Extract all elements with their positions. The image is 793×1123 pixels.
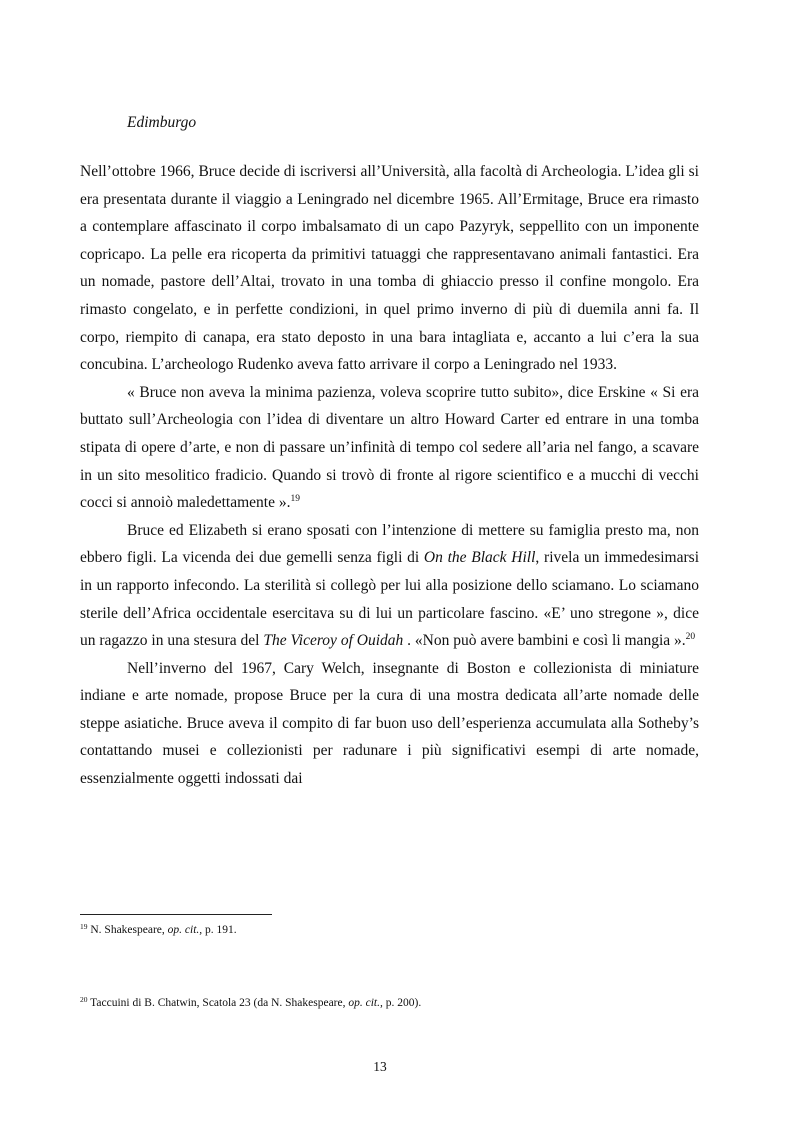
paragraph-3-text-a: Bruce ed Elizabeth si erano sposati con l’intenzione di mettere su famiglia presto ma, non ebbero figli. La vicenda dei due gemelli senza figli di [80, 521, 699, 567]
footnote-20-text-a: Taccuini di B. Chatwin, Scatola 23 (da N. Shakespeare, [87, 997, 349, 1009]
book-title-on-the-black-hill: On the Black Hill [423, 549, 536, 567]
paragraph-3-text-c: . «Non può avere bambini e così li mangia ». [403, 632, 686, 650]
footnote-ref-20[interactable]: 20 [685, 632, 696, 643]
paragraph-4 [80, 655, 699, 793]
footnote-separator [80, 914, 272, 915]
paragraph-1-text: Nell’ottobre 1966, Bruce decide di iscriversi all’Università, alla facoltà di Archeologia. L’idea gli si era presentata durante il viaggio a Leningrado nel dicembre 1965. All’Ermitage, Bruce era rimasto a contemplare affascinato il corpo imbalsamato di un capo Pazyryk, seppellito con un imponente copricapo. La pelle era ricoperta da primitivi tatuaggi che rappresentavano animali fantastici. Era un nomade, pastore dell’Altai, trovato in una tomba di ghiaccio presso il confine mongolo. Era rimasto congelato, e in perfette condizioni, in quel primo inverno di più di duemila anni fa. Il corpo, riempito di canapa, era stato deposto in una bara intagliata e, accanto a lui c’era la sua concubina. L’archeologo Rudenko aveva fatto arrivare il corpo a Leningrado nel 1933. [80, 163, 699, 374]
footnote-19-text-b: p. 191. [202, 924, 237, 936]
footnote-19 [80, 923, 237, 937]
footnote-20-text-b: p. 200). [382, 997, 422, 1009]
footnote-20-italic: op. cit., [348, 997, 383, 1009]
paragraph-4-text: Nell’inverno del 1967, Cary Welch, insegnante di Boston e collezionista di miniature indiane e arte nomade, propose Bruce per la cura di una mostra dedicata all’arte nomade delle steppe asiatiche. Bruce aveva il compito di far buon uso dell’esperienza accumulata alla Sotheby’s contattando musei e collezionisti per radunare i più significativi esempi di arte nomade, essenzialmente oggetti indossati dai [80, 659, 699, 788]
book-title-viceroy-of-ouidah: The Viceroy of Ouidah [263, 632, 404, 650]
page-number: 13 [373, 1059, 387, 1074]
footnote-20 [80, 996, 421, 1010]
paragraph-3-text-b: , rivela un immedesimarsi in un rapporto infecondo. La sterilità si collegò per lui alla posizione dello sciamano. Lo sciamano sterile dell’Africa occidentale esercitava su di lui un particolare fascino. «E’ uno stregone », dice un ragazzo in una stesura del [80, 549, 699, 650]
footnote-19-number: 19 [80, 922, 88, 931]
body-text [80, 158, 699, 793]
paragraph-1 [80, 158, 699, 379]
paragraph-2-text: « Bruce non aveva la minima pazienza, voleva scoprire tutto subito», dice Erskine « Si era buttato sull’Archeologia con l’idea di diventare un altro Howard Carter ed entrare in una tomba stipata di opere d’arte, e non di passare un’infinità di tempo col sedere all’aria nel fango, a scavare in un sito mesolitico fradicio. Quando si trovò di fronte al rigore scientifico e a mucchi di vecchi cocci si annoiò maledettamente ». [80, 383, 699, 512]
paragraph-2 [80, 379, 699, 517]
paragraph-3 [80, 517, 699, 655]
footnote-19-italic: op. cit., [167, 924, 203, 936]
section-heading: Edimburgo [127, 114, 197, 131]
footnote-ref-19[interactable]: 19 [290, 494, 300, 505]
footnote-20-number: 20 [80, 995, 88, 1004]
footnote-19-text-a: N. Shakespeare, [87, 924, 168, 936]
